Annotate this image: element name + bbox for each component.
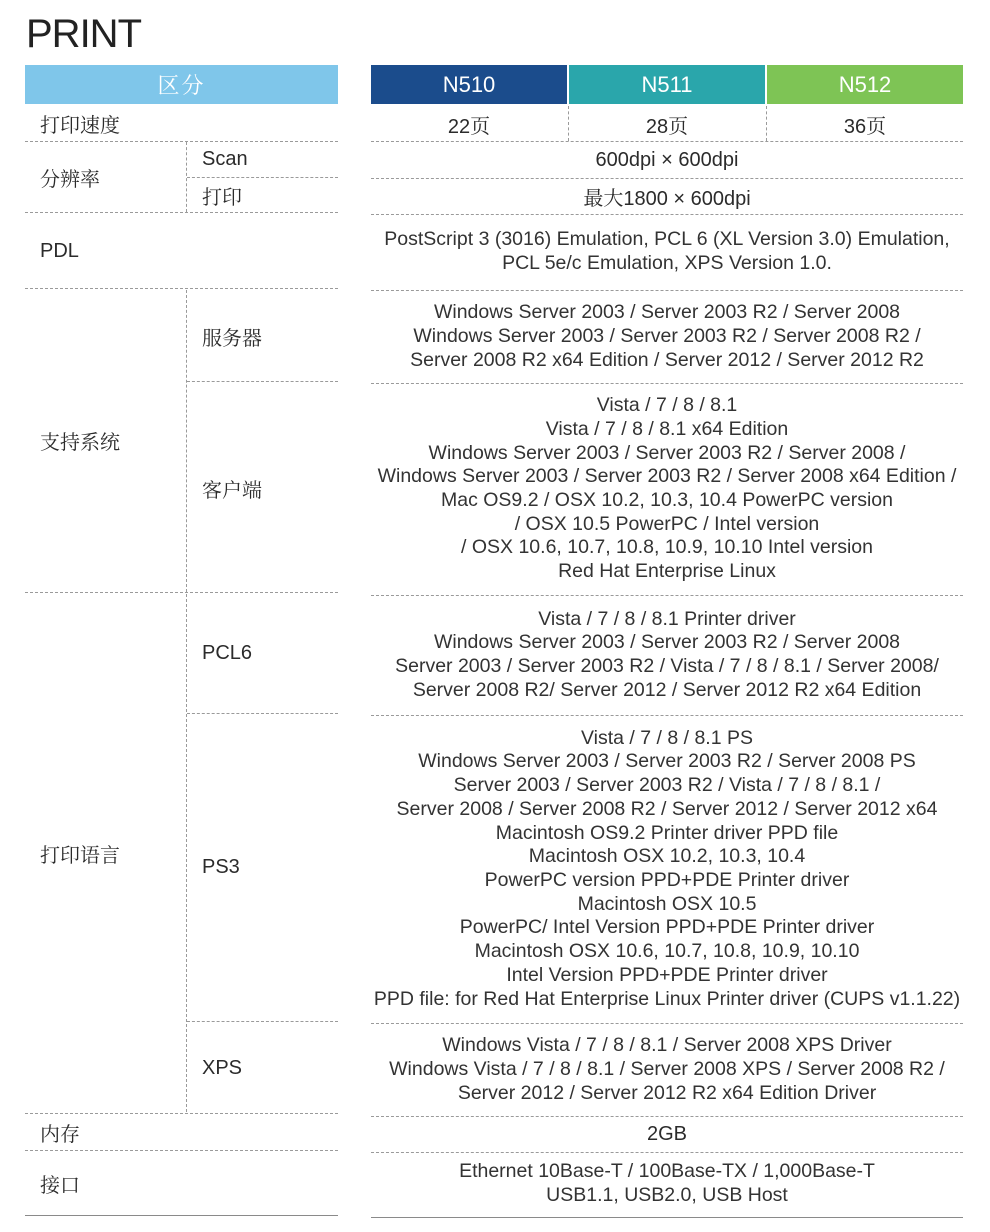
client-label: 客户端 bbox=[202, 479, 262, 502]
print-speed-label: 打印速度 bbox=[40, 114, 120, 137]
interface-line: Ethernet 10Base-T / 100Base-TX / 1,000Base-T bbox=[459, 1160, 875, 1183]
ps3-line: Macintosh OS9.2 Printer driver PPD file bbox=[495, 821, 839, 844]
ps3-line: Macintosh OSX 10.5 bbox=[577, 892, 757, 915]
pcl6-label: PCL6 bbox=[202, 641, 253, 664]
pdl-label: PDL bbox=[40, 239, 79, 262]
client-line: Vista / 7 / 8 / 8.1 bbox=[596, 394, 738, 417]
ps3-line: Vista / 7 / 8 / 8.1 PS bbox=[581, 726, 753, 749]
print-speed-n510: 22页 bbox=[447, 115, 491, 138]
pdl-line: PostScript 3 (3016) Emulation, PCL 6 (XL Version 3.0) Emulation, bbox=[384, 228, 950, 251]
ps3-line: PowerPC/ Intel Version PPD+PDE Printer driver bbox=[459, 916, 875, 939]
pcl6-value bbox=[371, 597, 963, 713]
server-line: Windows Server 2003 / Server 2003 R2 / Server 2008 R2 / bbox=[413, 325, 921, 348]
interface-value bbox=[371, 1153, 963, 1215]
client-value bbox=[371, 386, 963, 592]
print-speed-n511: 28页 bbox=[645, 115, 689, 138]
scan-label: Scan bbox=[202, 147, 248, 170]
xps-label: XPS bbox=[202, 1056, 243, 1079]
interface-line: USB1.1, USB2.0, USB Host bbox=[546, 1184, 788, 1206]
header-model-n512: N512 bbox=[767, 65, 963, 104]
row-divider bbox=[371, 214, 963, 215]
row-divider bbox=[371, 1023, 963, 1024]
header-category: 区分 bbox=[25, 65, 338, 104]
pdl-line: PCL 5e/c Emulation, XPS Version 1.0. bbox=[502, 252, 832, 274]
ps3-label: PS3 bbox=[202, 855, 240, 878]
header-model-n511: N511 bbox=[569, 65, 765, 104]
ps3-line: Server 2003 / Server 2003 R2 / Vista / 7 / 8 / 8.1 / bbox=[453, 774, 881, 797]
server-line: Windows Server 2003 / Server 2003 R2 / Server 2008 bbox=[433, 301, 901, 324]
pcl6-line: Windows Server 2003 / Server 2003 R2 / Server 2008 bbox=[433, 631, 901, 654]
pcl6-line: Vista / 7 / 8 / 8.1 Printer driver bbox=[538, 607, 796, 630]
pcl6-line: Server 2003 / Server 2003 R2 / Vista / 7 / 8 / 8.1 / Server 2008/ bbox=[395, 655, 939, 677]
ps3-line: Macintosh OSX 10.6, 10.7, 10.8, 10.9, 10.10 bbox=[474, 940, 860, 963]
row-divider bbox=[25, 288, 338, 289]
ps3-line: Intel Version PPD+PDE Printer driver bbox=[506, 963, 828, 986]
xps-value bbox=[371, 1025, 963, 1115]
ps3-line: Windows Server 2003 / Server 2003 R2 / Server 2008 PS bbox=[418, 750, 916, 773]
row-divider bbox=[371, 595, 963, 596]
row-divider bbox=[187, 381, 338, 382]
speed-divider-2 bbox=[766, 106, 767, 141]
server-value bbox=[371, 292, 963, 382]
ps3-line: Server 2008 / Server 2008 R2 / Server 2012 / Server 2012 x64 bbox=[396, 797, 938, 820]
resolution-label: 分辨率 bbox=[40, 168, 100, 191]
pcl6-line: Server 2008 R2/ Server 2012 / Server 2012 R2 x64 Edition bbox=[412, 678, 922, 701]
os-support-label: 支持系统 bbox=[40, 431, 120, 454]
row-divider bbox=[371, 715, 963, 716]
row-divider bbox=[371, 290, 963, 291]
scan-value: 600dpi × 600dpi bbox=[595, 148, 739, 171]
client-line: Windows Server 2003 / Server 2003 R2 / Server 2008 / bbox=[428, 441, 906, 464]
xps-line: Server 2012 / Server 2012 R2 x64 Edition Driver bbox=[457, 1081, 877, 1104]
xps-line: Windows Vista / 7 / 8 / 8.1 / Server 2008 XPS Driver bbox=[442, 1034, 892, 1057]
row-divider bbox=[371, 383, 963, 384]
row-divider bbox=[25, 212, 338, 213]
table-bottom-rule bbox=[25, 1215, 338, 1216]
pdl-value bbox=[371, 216, 963, 288]
table-bottom-rule bbox=[371, 1217, 963, 1218]
server-label: 服务器 bbox=[202, 327, 262, 350]
client-line: Mac OS9.2 / OSX 10.2, 10.3, 10.4 PowerPC version bbox=[441, 489, 893, 511]
memory-value: 2GB bbox=[646, 1122, 688, 1145]
ps3-line: Macintosh OSX 10.2, 10.3, 10.4 bbox=[528, 845, 806, 868]
print-language-label: 打印语言 bbox=[40, 844, 120, 867]
header-model-n510: N510 bbox=[371, 65, 567, 104]
row-divider bbox=[25, 592, 338, 593]
speed-divider-1 bbox=[568, 106, 569, 141]
xps-line: Windows Vista / 7 / 8 / 8.1 / Server 2008 XPS / Server 2008 R2 / bbox=[389, 1058, 945, 1081]
col-divider bbox=[186, 594, 187, 1112]
memory-label: 内存 bbox=[40, 1123, 80, 1146]
ps3-value bbox=[371, 717, 963, 1021]
client-line: Vista / 7 / 8 / 8.1 x64 Edition bbox=[545, 417, 789, 440]
ps3-line: PPD file: for Red Hat Enterprise Linux Printer driver (CUPS v1.1.22) bbox=[373, 987, 961, 1010]
client-line: / OSX 10.5 PowerPC / Intel version bbox=[514, 512, 820, 535]
client-line: / OSX 10.6, 10.7, 10.8, 10.9, 10.10 Intel version bbox=[461, 536, 873, 559]
interface-label: 接口 bbox=[40, 1174, 80, 1197]
print-res-label: 打印 bbox=[202, 186, 242, 209]
col-divider bbox=[186, 290, 187, 592]
client-line: Red Hat Enterprise Linux bbox=[558, 560, 776, 583]
page-title: PRINT bbox=[26, 12, 141, 56]
print-speed-n512: 36页 bbox=[843, 115, 887, 138]
print-res-value: 最大1800 × 600dpi bbox=[583, 187, 751, 210]
ps3-line: PowerPC version PPD+PDE Printer driver bbox=[484, 869, 850, 891]
client-line: Windows Server 2003 / Server 2003 R2 / Server 2008 x64 Edition / bbox=[377, 465, 957, 488]
server-line: Server 2008 R2 x64 Edition / Server 2012 / Server 2012 R2 bbox=[410, 348, 924, 371]
